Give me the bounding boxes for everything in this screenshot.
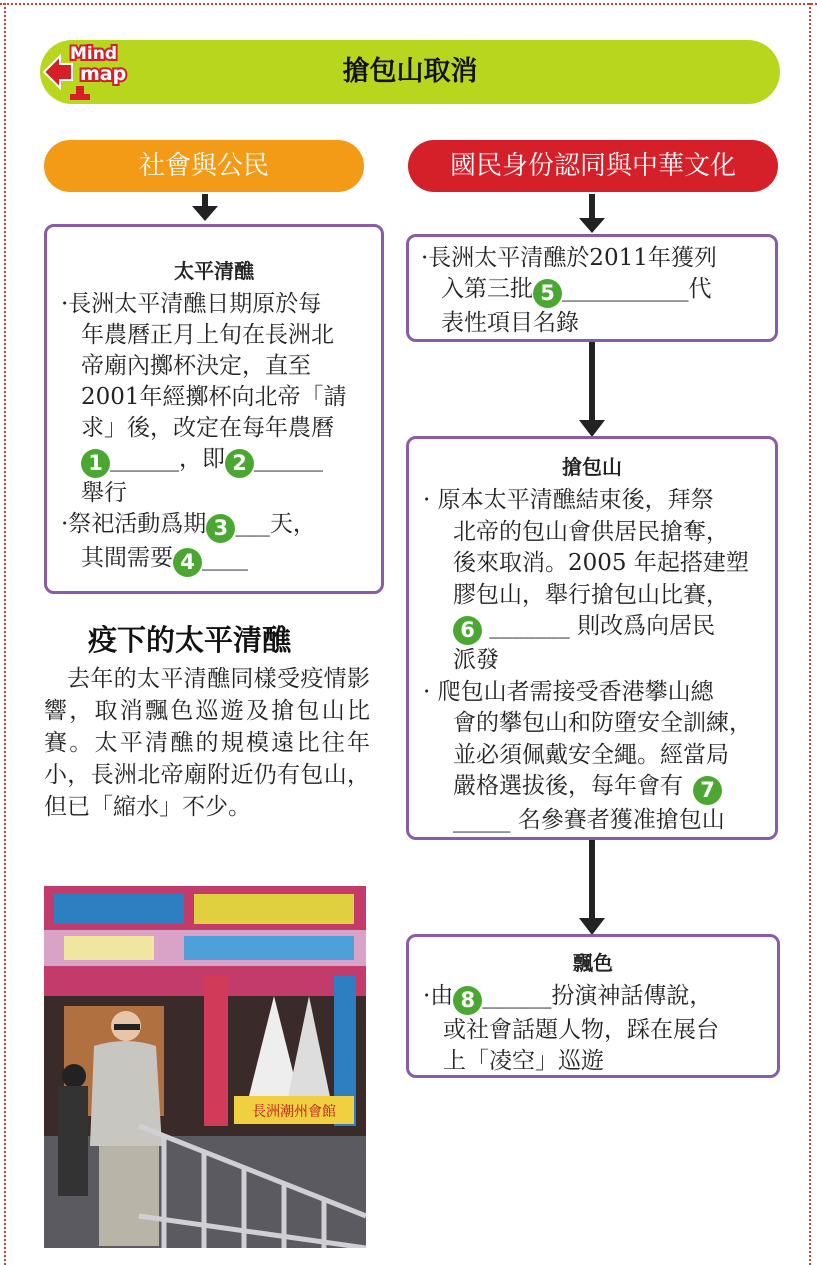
- text-span: 嚴格選拔後，每年會有: [453, 773, 683, 799]
- blank-7: _____ 名參賽者獲准搶包山: [453, 807, 725, 833]
- text-line: [61, 543, 381, 577]
- text-line: 帝廟內擲杯決定，直至: [81, 353, 311, 379]
- blank-6: _______ 則改爲向居民: [482, 613, 716, 639]
- number-badge-6: 6: [453, 616, 482, 645]
- svg-text:Mind: Mind: [70, 44, 118, 64]
- text-line: · 原本太平清醮結束後，拜祭: [423, 487, 714, 513]
- intangible-heritage-box: [406, 234, 778, 342]
- mind-map-logo: [42, 42, 152, 104]
- svg-text:map: map: [80, 63, 127, 85]
- text-line: [423, 981, 775, 1015]
- text-line: 舉行: [81, 480, 127, 506]
- number-badge-8: 8: [453, 986, 482, 1015]
- bun-scrambling-text: [423, 485, 775, 837]
- number-badge-3: 3: [206, 514, 235, 543]
- text-line: 2001年經擲杯向北帝「請: [81, 384, 347, 410]
- text-line: 或社會話題人物，踩在展台: [443, 1017, 719, 1043]
- text-line: ·長洲太平清醮日期原於每: [61, 291, 322, 317]
- text-span: ·由: [423, 983, 454, 1009]
- photo-sign: 長洲潮州會館: [252, 1104, 336, 1120]
- festival-photo: [44, 886, 366, 1248]
- number-badge-4: 4: [173, 548, 202, 577]
- text-line: 求」後，改定在每年農曆: [81, 415, 334, 441]
- text-line: 表性項目名錄: [441, 310, 579, 336]
- blank-1: ______，即: [110, 446, 225, 472]
- festival-heading: 太平清醮: [174, 259, 254, 283]
- text-line: [423, 611, 775, 645]
- text-line: [61, 444, 381, 478]
- blank-3: ___天，: [235, 511, 316, 537]
- blank-8: ______扮演神話傳說，: [482, 983, 713, 1009]
- text-line: 上「凌空」巡遊: [443, 1048, 604, 1074]
- number-badge-1: 1: [81, 449, 110, 478]
- text-line: [61, 509, 381, 543]
- text-line: 年農曆正月上旬在長洲北: [81, 322, 334, 348]
- category-society: 社會與公民: [44, 140, 364, 192]
- text-line: 會的攀包山和防墮安全訓練，: [453, 710, 752, 736]
- text-span: 入第三批: [441, 276, 533, 302]
- blank-2: ______: [254, 446, 323, 472]
- text-line: ·長洲太平清醮於2011年獲列: [421, 245, 717, 271]
- text-line: 北帝的包山會供居民搶奪，: [453, 518, 729, 545]
- text-line: 並必須佩戴安全繩。經當局: [453, 741, 729, 768]
- number-badge-2: 2: [225, 449, 254, 478]
- arrow-down-icon: [577, 840, 607, 936]
- text-span: ·祭祀活動爲期: [61, 511, 207, 537]
- bun-scrambling-box: [406, 436, 778, 840]
- floating-parade-text: [423, 981, 775, 1077]
- arrow-down-icon: [577, 342, 607, 438]
- text-line: 膠包山，舉行搶包山比賽，: [453, 581, 729, 608]
- text-line: 後來取消。2005 年起搭建塑: [453, 550, 749, 576]
- arrow-down-icon: [577, 194, 607, 234]
- text-line: [421, 274, 771, 308]
- text-line: 派發: [453, 647, 499, 673]
- dotted-border-right: [809, 3, 811, 1265]
- floating-parade-box: [406, 934, 780, 1078]
- number-badge-7: 7: [693, 776, 722, 805]
- page-title: 搶包山取消: [342, 56, 478, 87]
- category-national-identity: 國民身份認同與中華文化: [408, 140, 778, 192]
- festival-text: [61, 289, 381, 577]
- side-article-title: 疫下的太平清醮: [88, 623, 292, 657]
- floating-parade-heading: 飄色: [573, 951, 613, 975]
- bun-scrambling-heading: 搶包山: [562, 455, 622, 479]
- text-line: · 爬包山者需接受香港攀山總: [423, 678, 714, 705]
- text-line: [423, 771, 775, 805]
- side-article-body: 去年的太平清醮同樣受疫情影響，取消飄色巡遊及搶包山比賽。太平清醮的規模遠比往年小，長洲北帝廟附近仍有包山，但已「縮水」不少。: [44, 666, 370, 820]
- arrow-down-icon: [190, 194, 220, 222]
- number-badge-5: 5: [533, 279, 562, 308]
- blank-5: ___________代: [562, 276, 712, 302]
- festival-box: [44, 224, 384, 594]
- dotted-border-top: [0, 3, 817, 5]
- dotted-border-left: [4, 3, 6, 1265]
- blank-4: ____: [202, 545, 248, 571]
- text-span: 其間需要: [81, 545, 173, 571]
- heritage-text: [421, 243, 771, 339]
